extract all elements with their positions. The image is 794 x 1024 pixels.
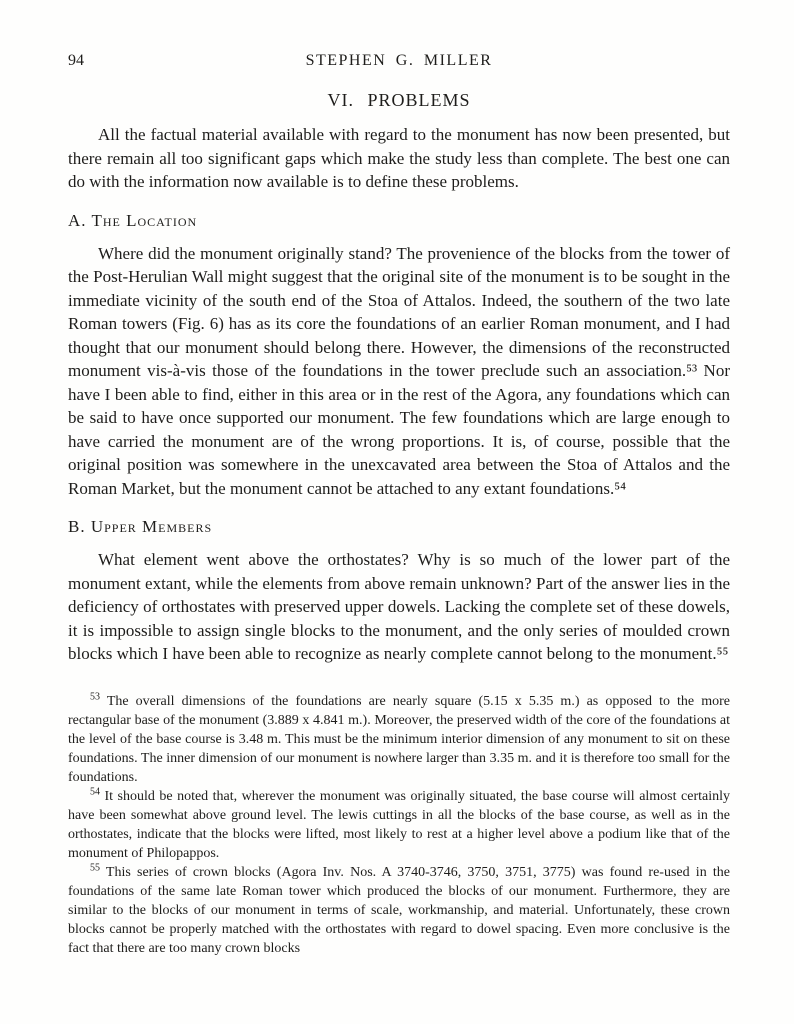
- subsection-heading-location: A. The Location: [68, 210, 198, 230]
- footnote-54: [68, 787, 730, 863]
- footnote-54-marker: 54: [90, 785, 100, 797]
- page-number: 94: [68, 52, 84, 69]
- page-header: [68, 52, 730, 74]
- footnote-55-text: This series of crown blocks (Agora Inv. Nos. A 3740-3746, 3750, 3751, 3775) was found re-used in the foundations of the same late Roman tower which produced the blocks of our monument. Furthermore, they are similar to the blocks of our monument in terms of scale, workmanship, and material. Unfortunately, these crown blocks cannot be properly matched with the orthostates with regard to dowel spacing. Even more conclusive is the fact that there are too many crown blocks: [68, 864, 730, 956]
- subsection-heading-upper-members: B. Upper Members: [68, 517, 213, 536]
- running-header: STEPHEN G. MILLER: [305, 52, 493, 69]
- footnote-53-text: The overall dimensions of the foundations are nearly square (5.15 x 5.35 m.) as opposed to the more rectangular base of the monument (3.889 x 4.841 m.). Moreover, the preserved width of the core of the foundations at the level of the base course is 3.48 m. This must be the minimum interior dimension of any monument to sit on these foundations. The inner dimension of our monument is nowhere larger than 3.35 m. and it is therefore too small for the foundations.: [68, 693, 730, 785]
- footnote-55: [68, 863, 730, 958]
- section-title: VI. PROBLEMS: [327, 90, 471, 110]
- intro-paragraph: All the factual material available with regard to the monument has now been presented, but there remain all too significant gaps which make the study less than complete. The best one can do with the information now available is to define these problems.: [68, 125, 730, 191]
- footnote-53-marker: 53: [90, 690, 100, 702]
- upper-members-paragraph: What element went above the orthostates? Why is so much of the lower part of the monument extant, while the elements from above remain unknown? Part of the answer lies in the deficiency of orthostates with preserved upper dowels. Lacking the complete set of these dowels, it is impossible to assign single blocks to the monument, and the only series of moulded crown blocks which I have been able to recognize as nearly complete cannot belong to the monument.⁵⁵: [68, 550, 730, 663]
- footnote-54-text: It should be noted that, wherever the monument was originally situated, the base course will almost certainly have been somewhat above ground level. The lewis cuttings in all the blocks of the base course, as well as in the orthostates, indicate that the blocks were lifted, most likely to rest at a higher level above a podium like that of the monument of Philopappos.: [68, 788, 730, 861]
- location-paragraph: Where did the monument originally stand? The provenience of the blocks from the tower of the Post-Herulian Wall might suggest that the original site of the monument is to be sought in the immediate vicinity of the south end of the Stoa of Attalos. Indeed, the southern of the two late Roman towers (Fig. 6) has as its core the foundations of an earlier Roman monument, and I had thought that our monument should belong there. However, the dimensions of the reconstructed monument vis-à-vis those of the foundations in the tower preclude such an association.⁵³ Nor have I been able to find, either in this area or in the rest of the Agora, any foundations which can be said to have once supported our monument. The few foundations which are large enough to have carried the monument are of the wrong proportions. It is, of course, possible that the original position was somewhere in the unexcavated area between the Stoa of Attalos and the Roman Market, but the monument cannot be attached to any extant foundations.⁵⁴: [68, 243, 730, 498]
- footnote-55-marker: 55: [90, 861, 100, 873]
- footnotes-section: [68, 692, 730, 958]
- footnote-53: [68, 692, 730, 787]
